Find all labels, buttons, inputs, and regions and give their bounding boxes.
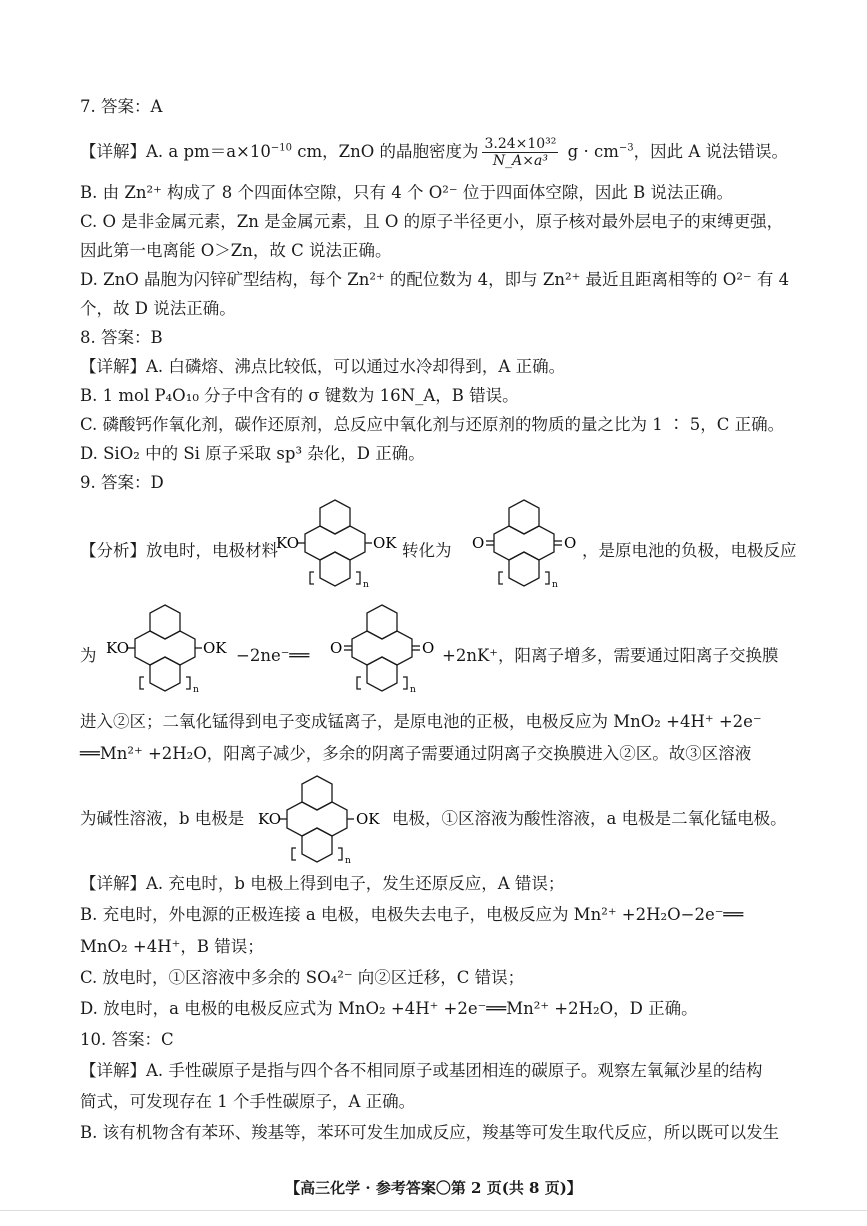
ok-label: OK [373,534,397,552]
o-label-left: O [330,639,343,657]
q9-analysis-line5-post: 电极，①区溶液为酸性溶液，a 电极是二氧化锰电极。 [392,809,787,828]
q7-option-c-line2: 因此第一电离能 O＞Zn，故 C 说法正确。 [80,241,392,260]
q10-option-a-line2: 简式，可发现存在 1 个手性碳原子，A 正确。 [80,1092,416,1111]
q8-answer: 8. 答案：B [80,328,163,347]
molecule-diolate-3 [252,772,392,864]
n-label: n [552,580,558,588]
q9-answer: 9. 答案：D [80,473,164,492]
bottom-rule [0,1210,867,1211]
q9-analysis-line1-pre: 【分析】放电时，电极材料 [80,541,278,560]
q9-option-b-line2: MnO₂ +4H⁺，B 错误； [80,937,264,956]
q9-analysis-line1-mid: 转化为 [402,541,452,560]
ko-label: KO [106,639,130,657]
n-label: n [345,856,351,864]
ko-label: KO [258,810,282,828]
q8-option-a: 【详解】A. 白磷熔、沸点比较低，可以通过水冷却得到，A 正确。 [80,357,566,376]
page-footer: 【高三化学 · 参考答案〇第 2 页(共 8 页)】 [285,1179,582,1197]
q9-option-d: D. 放电时，a 电极的电极反应式为 MnO₂ +4H⁺ +2e⁻══Mn²⁺ +2H₂O，D 正确。 [80,999,698,1018]
q7-option-d-line1: D. ZnO 晶胞为闪锌矿型结构，每个 Zn²⁺ 的配位数为 4，即与 Zn²⁺ 最近且距离相等的 O²⁻ 有 4 [80,270,790,289]
q8-option-d: D. SiO₂ 中的 Si 原子采取 sp³ 杂化，D 正确。 [80,444,425,463]
o-label-left: O [472,534,485,552]
q8-option-b: B. 1 mol P₄O₁₀ 分子中含有的 σ 键数为 16N_A，B 错误。 [80,386,519,405]
q9-analysis-line2-post: +2nK⁺，阳离子增多，需要通过阳离子交换膜 [442,646,779,665]
n-label: n [363,580,369,588]
q7-option-a: 【详解】A. a $pm=a\times 10^{-10}$ cm，ZnO 的晶胞密度为 $\frac{\text{3.24×10³²}}{\text{N\_A×a³}}$ $g \cdot cm^{-3}$，因此 A 说法错误。 [80,136,789,169]
q9-analysis-line2-pre: 为 [80,646,97,665]
density-fraction: $\frac{\text{3.24×10³²}}{\text{N\_A×a³}}$ [484,136,557,169]
molecule-quinone-2 [322,601,442,693]
q9-option-b-line1: B. 充电时，外电源的正极连接 a 电极，电极失去电子，电极反应为 Mn²⁺ +2H₂O−2e⁻══ [80,905,744,924]
o-label-right: O [422,639,435,657]
molecule-diolate-2 [100,601,230,693]
n-label: n [193,685,199,693]
q9-analysis-line4: ══Mn²⁺ +2H₂O，阳离子减少，多余的阴离子需要通过阴离子交换膜进入②区。故③区溶液 [80,744,752,763]
q9-analysis-line3: 进入②区；二氧化锰得到电子变成锰离子，是原电池的正极，电极反应为 MnO₂ +4H⁺ +2e⁻ [80,712,762,731]
q7-option-c-line1: C. O 是非金属元素，Zn 是金属元素，且 O 的原子半径更小，原子核对最外层电子的束缚更强， [80,212,784,231]
ok-label: OK [203,639,227,657]
ok-label: OK [356,810,380,828]
q9-analysis-line1-post: ，是原电池的负极，电极反应 [582,541,797,560]
molecule-quinone-1 [464,496,584,588]
q8-option-c: C. 磷酸钙作氧化剂，碳作还原剂，总反应中氧化剂与还原剂的物质的量之比为 1 ∶ 5，C 正确。 [80,415,785,434]
q10-answer: 10. 答案：C [80,1030,174,1049]
q10-option-b-line1: B. 该有机物含有苯环、羧基等，苯环可发生加成反应，羧基等可发生取代反应，所以既可以发生 [80,1123,780,1142]
q9-option-c: C. 放电时，①区溶液中多余的 SO₄²⁻ 向②区迁移，C 错误； [80,968,525,987]
n-label: n [410,685,416,693]
ko-label: KO [276,534,300,552]
q10-option-a-line1: 【详解】A. 手性碳原子是指与四个各不相同原子或基团相连的碳原子。观察左氧氟沙星的结构 [80,1061,763,1080]
q7-option-d-line2: 个，故 D 说法正确。 [80,299,236,318]
q9-analysis-line5-pre: 为碱性溶液，b 电极是 [80,809,245,828]
molecule-diolate-1 [270,496,400,588]
q7-answer: 7. 答案：A [80,97,163,116]
o-label-right: O [564,534,577,552]
q7-option-b: B. 由 Zn²⁺ 构成了 8 个四面体空隙，只有 4 个 O²⁻ 位于四面体空隙，因此 B 说法正确。 [80,183,733,202]
q9-analysis-line2-mid: −2ne⁻══ [236,646,310,665]
q9-option-a: 【详解】A. 充电时，b 电极上得到电子，发生还原反应，A 错误； [80,874,565,893]
